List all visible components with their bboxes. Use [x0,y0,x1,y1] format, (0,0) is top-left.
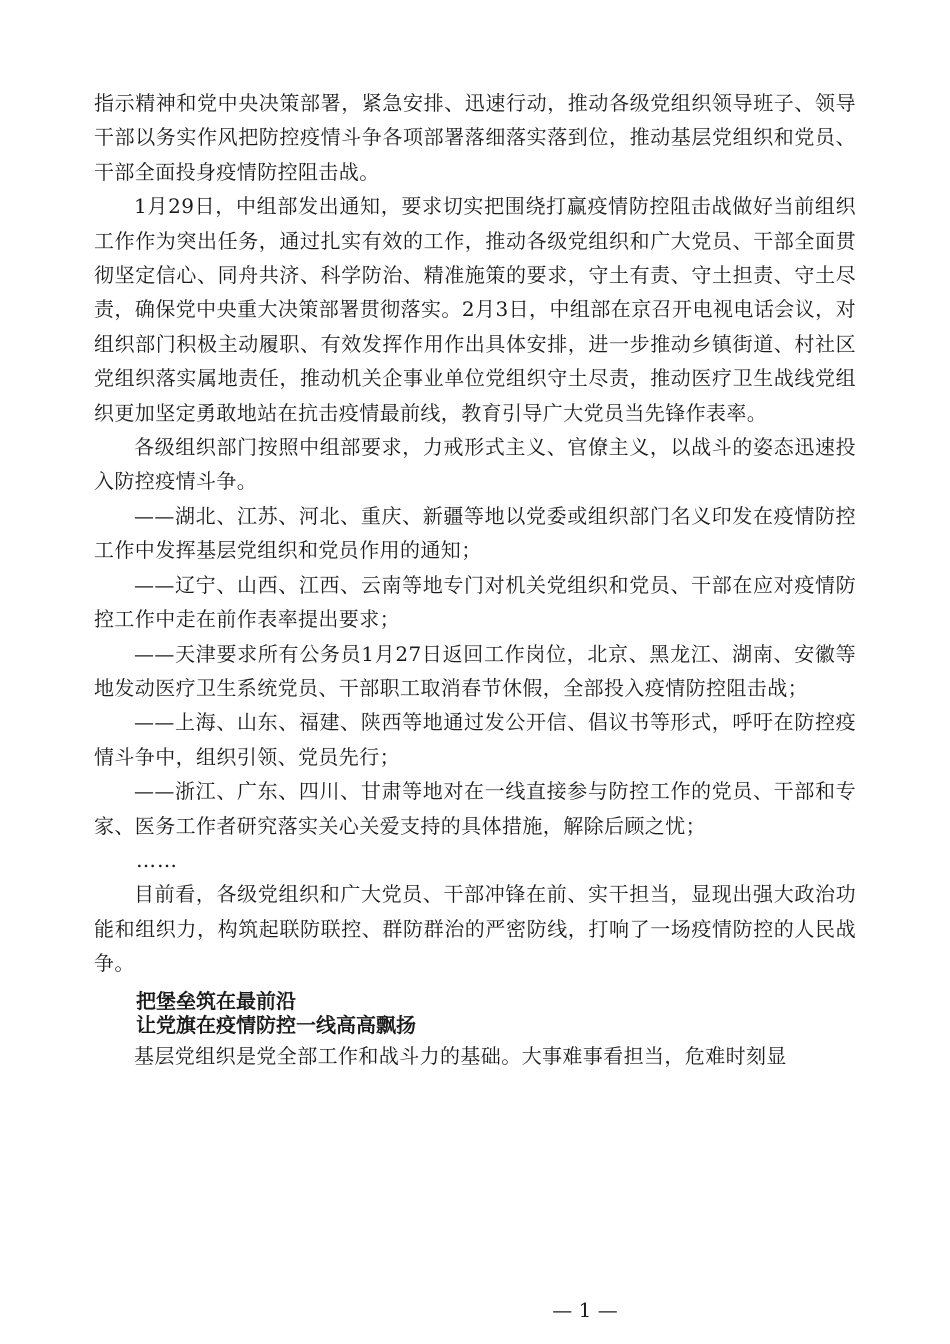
ellipsis: …… [136,847,178,872]
paragraph-jan29-notice: 1月29日，中组部发出通知，要求切实把围绕打赢疫情防控阻击战做好当前组织工作作为突出任务，通过扎实有效的工作，推动各级党组织和广大党员、干部全面贯彻坚定信心、同舟共济、科学防治、精准施策的要求，守土有责、守土担责、守土尽责，确保党中央重大决策部署贯彻落实。2月3日，中组部在京召开电视电话会议，对组织部门积极主动履职、有效发挥作用作出具体安排，进一步推动乡镇街道、村社区党组织落实属地责任，推动机关企事业单位党组织守土尽责，推动医疗卫生战线党组织更加坚定勇敢地站在抗击疫情最前线，教育引导广大党员当先锋作表率。 [94,194,856,425]
section-heading [94,989,856,1037]
list-item-liaoning: ——辽宁、山西、江西、云南等地专门对机关党组织和党员、干部在应对疫情防控工作中走在前作表率提出要求； [94,572,856,632]
paragraph-departments: 各级组织部门按照中组部要求，力戒形式主义、官僚主义，以战斗的姿态迅速投入防控疫情斗争。 [94,435,856,494]
subheading-1: 把堡垒筑在最前沿 [136,988,296,1013]
subheading-2: 让党旗在疫情防控一线高高飘扬 [136,1012,416,1037]
list-item-zhejiang: ——浙江、广东、四川、甘肃等地对在一线直接参与防控工作的党员、干部和专家、医务工作者研究落实关心关爱支持的具体措施，解除后顾之忧； [94,779,856,838]
document-body [94,86,856,1073]
paragraph-closing: 目前看，各级党组织和广大党员、干部冲锋在前、实干担当，显现出强大政治功能和组织力，构筑起联防联控、群防群治的严密防线，打响了一场疫情防控的人民战争。 [94,882,856,976]
paragraph-final: 基层党组织是党全部工作和战斗力的基础。大事难事看担当，危难时刻显 [134,1043,787,1068]
page-number: — 1 — [552,1298,618,1322]
list-item-tianjin: ——天津要求所有公务员1月27日返回工作岗位，北京、黑龙江、湖南、安徽等地发动医疗卫生系统党员、干部职工取消春节休假，全部投入疫情防控阻击战； [94,641,856,700]
paragraph-continuation: 指示精神和党中央决策部署，紧急安排、迅速行动，推动各级党组织领导班子、领导干部以务实作风把防控疫情斗争各项部署落细落实落到位，推动基层党组织和党员、干部全面投身疫情防控阻击战。 [94,91,856,184]
list-item-shanghai: ——上海、山东、福建、陕西等地通过发公开信、倡议书等形式，呼吁在防控疫情斗争中，组织引领、党员先行； [94,710,856,769]
list-item-hubei: ——湖北、江苏、河北、重庆、新疆等地以党委或组织部门名义印发在疫情防控工作中发挥基层党组织和党员作用的通知； [94,503,856,563]
